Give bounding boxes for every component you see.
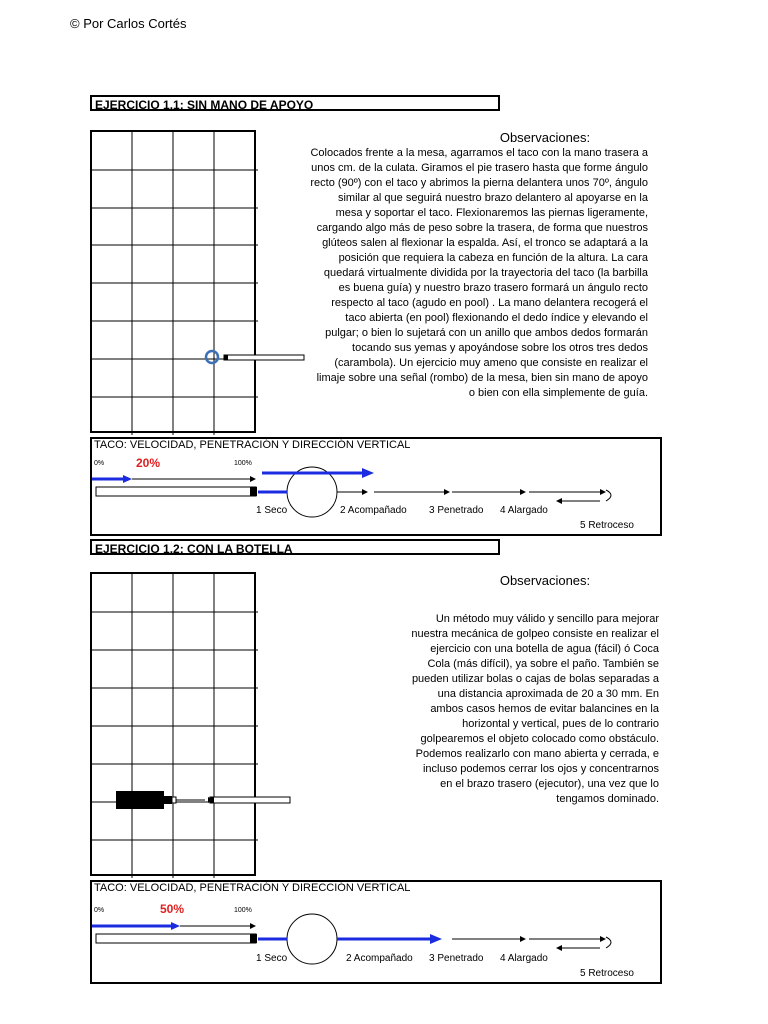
observation-line: (carambola). Un ejercicio muy ameno que consiste en realizar el bbox=[334, 357, 648, 369]
observation-line: pueden utilizar bolas o cajas de bolas separadas a bbox=[411, 673, 659, 685]
observation-line: glúteos salen al flexionar la espalda. Así, el tronco se adaptará a la bbox=[322, 237, 648, 249]
observation-line: quedará virtualmente dividida por la trayectoria del taco (la barbilla bbox=[323, 267, 648, 279]
scale-arrowhead bbox=[250, 476, 256, 482]
observation-line: Podemos realizarlo con mano abierta y cerrada, e bbox=[415, 748, 659, 760]
stage-3-label: 3 Penetrado bbox=[429, 953, 484, 964]
observation-line: golpearemos el objeto colocado como obstáculo. bbox=[420, 733, 659, 745]
observation-line: es buena guía) y nuestro brazo trasero formará un ángulo recto bbox=[338, 282, 648, 294]
cue-stick bbox=[96, 487, 256, 496]
observation-line: incluso podemos cerrar los ojos y concentrarnos bbox=[422, 763, 659, 775]
observation-line: en el brazo trasero (ejecutor), una vez que lo bbox=[440, 778, 659, 790]
stage-arrowhead bbox=[362, 489, 368, 495]
observation-line: una distancia aproximada de 20 a 30 mm. En bbox=[437, 688, 659, 700]
stage-5-label: 5 Retroceso bbox=[580, 520, 634, 531]
exercise-2-title: EJERCICIO 1.2: CON LA BOTELLA bbox=[90, 539, 500, 555]
cue-panel-2 bbox=[90, 880, 662, 984]
observation-line: cargando algo más de peso sobre la trasera, de forma que nuestros bbox=[316, 222, 648, 234]
pct-max-1: 100% bbox=[234, 460, 252, 467]
retroceso-arrowhead bbox=[556, 498, 562, 504]
observation-line: ejercicio con una botella de agua (fácil) ó Coca bbox=[430, 643, 659, 655]
observation-line: pulgar; o bien lo sujetará con un anillo que ambos dedos formarán bbox=[325, 327, 648, 339]
stage-arrowhead bbox=[600, 936, 606, 942]
retroceso-curve bbox=[606, 490, 611, 501]
panel-diagram-2 bbox=[92, 882, 664, 986]
stage-arrowhead bbox=[430, 934, 442, 944]
stage-1-label: 1 Seco bbox=[256, 505, 288, 516]
observation-line: Colocados frente a la mesa, agarramos el taco con la mano trasera a bbox=[310, 147, 648, 159]
retroceso-curve bbox=[606, 937, 611, 948]
observation-line: Cola (más difícil), ya sobre el paño. También se bbox=[427, 658, 659, 670]
observation-line: nuestra mecánica de golpeo consiste en realizar el bbox=[411, 628, 659, 640]
progress-arrowhead bbox=[171, 922, 180, 930]
retroceso-arrowhead bbox=[556, 945, 562, 951]
observation-line: Un método muy válido y sencillo para mejorar bbox=[435, 613, 659, 625]
cue-stick bbox=[96, 934, 256, 943]
grid-lines-2 bbox=[92, 574, 258, 878]
pct-max-2: 100% bbox=[234, 907, 252, 914]
observation-line: tengamos dominado. bbox=[556, 793, 659, 805]
observations-text-1 bbox=[300, 146, 648, 401]
observations-title-1: Observaciones: bbox=[499, 130, 591, 145]
stage-arrowhead bbox=[600, 489, 606, 495]
stage-2-label: 2 Acompañado bbox=[346, 953, 413, 964]
observations-title-2: Observaciones: bbox=[499, 573, 591, 588]
stage-4-label: 4 Alargado bbox=[500, 953, 548, 964]
observation-line: taco abierta (en pool) flexionando el dedo índice y elevando el bbox=[345, 312, 648, 324]
observation-line: posición que requiera la cabeza en función de la altura. La cara bbox=[338, 252, 648, 264]
observation-line: horizontal y vertical, pues de lo contrario bbox=[462, 718, 659, 730]
pct-value-1: 20% bbox=[136, 456, 161, 470]
observation-line: unos cm. de la culata. Giramos el pie trasero hasta que forme ángulo bbox=[311, 162, 648, 174]
stage-arrowhead bbox=[520, 489, 526, 495]
stage-1-label: 1 Seco bbox=[256, 953, 288, 964]
stage-3-label: 3 Penetrado bbox=[429, 505, 484, 516]
panel-diagram-1 bbox=[92, 439, 664, 538]
cue-tip bbox=[250, 934, 257, 943]
cue-tip bbox=[250, 487, 257, 496]
stage-arrowhead bbox=[444, 489, 450, 495]
table-grid-1 bbox=[90, 130, 256, 433]
observations-text-2 bbox=[380, 612, 659, 807]
stage-arrowhead bbox=[520, 936, 526, 942]
observation-line: tocando sus yemas y apoyándose sobre los otros tres dedos bbox=[352, 342, 648, 354]
stage-5-label: 5 Retroceso bbox=[580, 968, 634, 979]
progress-arrowhead bbox=[123, 475, 132, 483]
observation-line: ambos casos hemos de evitar balancines en la bbox=[430, 703, 659, 715]
scale-arrowhead bbox=[250, 923, 256, 929]
observation-line: limaje sobre una señal (rombo) de la mesa, bien sin mano de apoyo bbox=[316, 372, 648, 384]
observation-line: mesa y soportar el taco. Flexionaremos las piernas ligeramente, bbox=[335, 207, 648, 219]
pct-value-2: 50% bbox=[160, 902, 185, 916]
table-grid-2 bbox=[90, 572, 256, 876]
observation-line: respecto al taco (agudo en pool) . La mano delantera recogerá el bbox=[331, 297, 648, 309]
pct-min-2: 0% bbox=[94, 907, 105, 914]
grid-lines-1 bbox=[92, 132, 258, 435]
panel-title-1: TACO: VELOCIDAD, PENETRACIÓN Y DIRECCIÓN VERTICAL bbox=[94, 439, 411, 451]
stage-2-label: 2 Acompañado bbox=[340, 505, 407, 516]
pct-min-1: 0% bbox=[94, 460, 105, 467]
observation-line: similar al que seguirá nuestro brazo delantero al apoyarse en la bbox=[337, 192, 648, 204]
stage-4-label: 4 Alargado bbox=[500, 505, 548, 516]
observation-line: recto (90º) con el taco y abrimos la pierna delantera unos 70º, ángulo bbox=[310, 177, 648, 189]
copyright: © Por Carlos Cortés bbox=[70, 16, 187, 31]
stage-arrowhead-upper bbox=[362, 468, 374, 478]
panel-title-2: TACO: VELOCIDAD, PENETRACIÓN Y DIRECCIÓN VERTICAL bbox=[94, 882, 411, 894]
cue-panel-1 bbox=[90, 437, 662, 536]
cue-ball-icon bbox=[287, 914, 337, 964]
exercise-1-title: EJERCICIO 1.1: SIN MANO DE APOYO bbox=[90, 95, 500, 111]
observation-line: o bien con ella simplemente de guía. bbox=[468, 387, 648, 399]
